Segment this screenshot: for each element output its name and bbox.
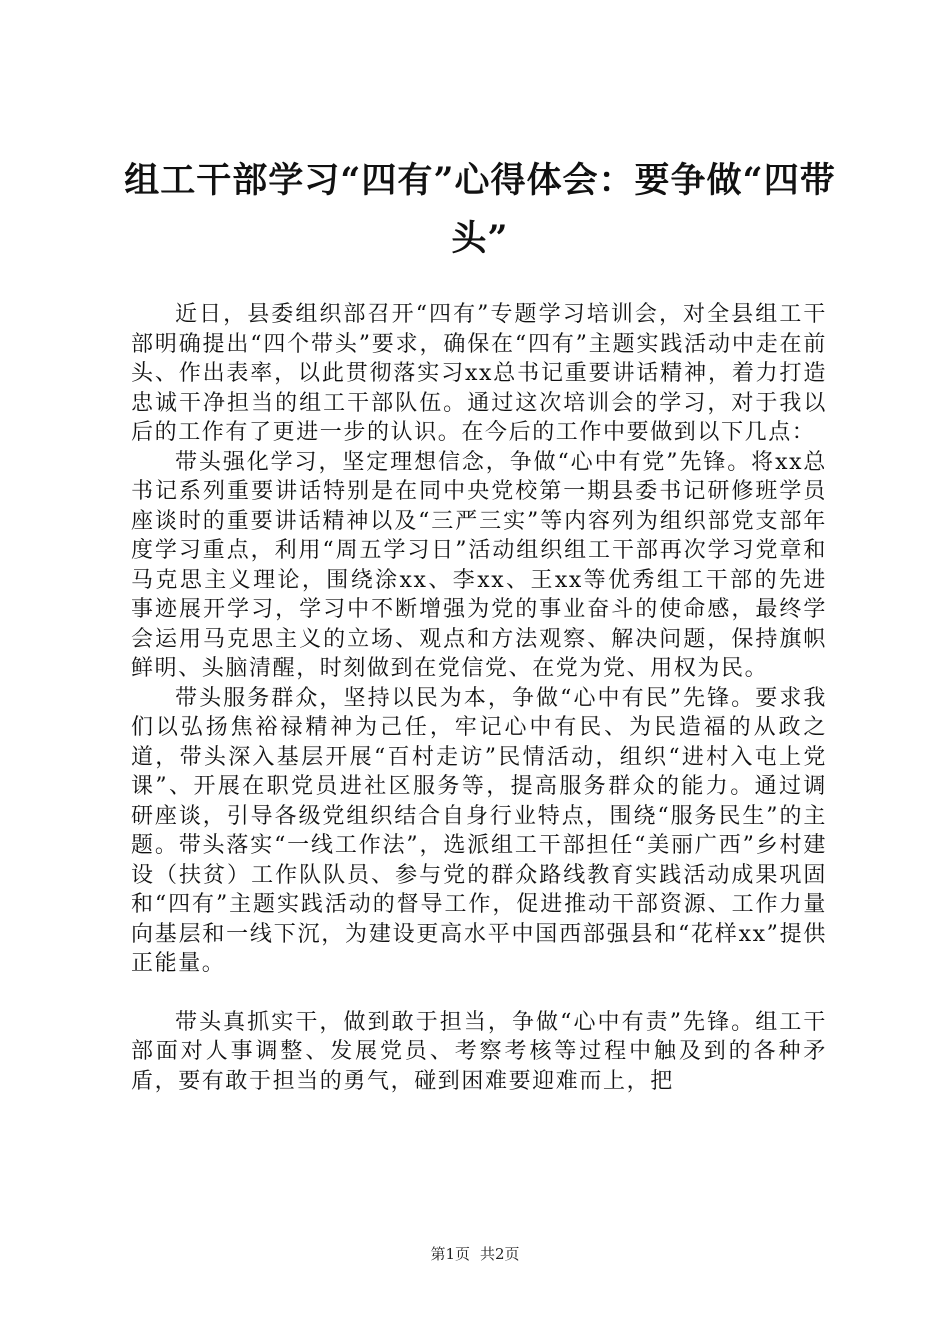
- document-body: [131, 300, 827, 1096]
- paragraph-responsibility: 带头真抓实干，做到敢于担当，争做“心中有责”先锋。组工干部面对人事调整、发展党员、考察考核等过程中触及到的各种矛盾，要有敢于担当的勇气，碰到困难要迎难而上，把: [131, 1009, 827, 1094]
- paragraph-serve-people: 带头服务群众，坚持以民为本，争做“心中有民”先锋。要求我们以弘扬焦裕禄精神为己任，牢记心中有民、为民造福的从政之道，带头深入基层开展“百村走访”民情活动，组织“进村入屯上党课”、开展在职党员进社区服务等，提高服务群众的能力。通过调研座谈，引导各级党组织结合自身行业特点，围绕“服务民生”的主题。带头落实“一线工作法”，选派组工干部担任“美丽广西”乡村建设（扶贫）工作队队员、参与党的群众路线教育实践活动成果巩固和“四有”主题实践活动的督导工作，促进推动干部资源、工作力量向基层和一线下沉，为建设更高水平中国西部强县和“花样xx”提供正能量。: [131, 685, 827, 976]
- page-number: 第1页: [430, 1245, 470, 1263]
- document-title: 组工干部学习“四有”心得体会：要争做“四带头”: [124, 160, 836, 259]
- paragraph-study: 带头强化学习，坚定理想信念，争做“心中有党”先锋。将xx总书记系列重要讲话特别是在同中央党校第一期县委书记研修班学员座谈时的重要讲话精神以及“三严三实”等内容列为组织部党支部年度学习重点，利用“周五学习日”活动组织组工干部再次学习党章和马克思主义理论，围绕涂xx、李xx、王xx等优秀组工干部的先进事迹展开学习，学习中不断增强为党的事业奋斗的使命感，最终学会运用马克思主义的立场、观点和方法观察、解决问题，保持旗帜鲜明、头脑清醒，时刻做到在党信党、在党为党、用权为民。: [131, 449, 827, 681]
- page-footer: [0, 1244, 950, 1264]
- page-total: 共2页: [480, 1245, 520, 1263]
- paragraph-intro: 近日，县委组织部召开“四有”专题学习培训会，对全县组工干部明确提出“四个带头”要求，确保在“四有”主题实践活动中走在前头、作出表率，以此贯彻落实习xx总书记重要讲话精神，着力打造忠诚干净担当的组工干部队伍。通过这次培训会的学习，对于我以后的工作有了更进一步的认识。在今后的工作中要做到以下几点：: [131, 302, 827, 445]
